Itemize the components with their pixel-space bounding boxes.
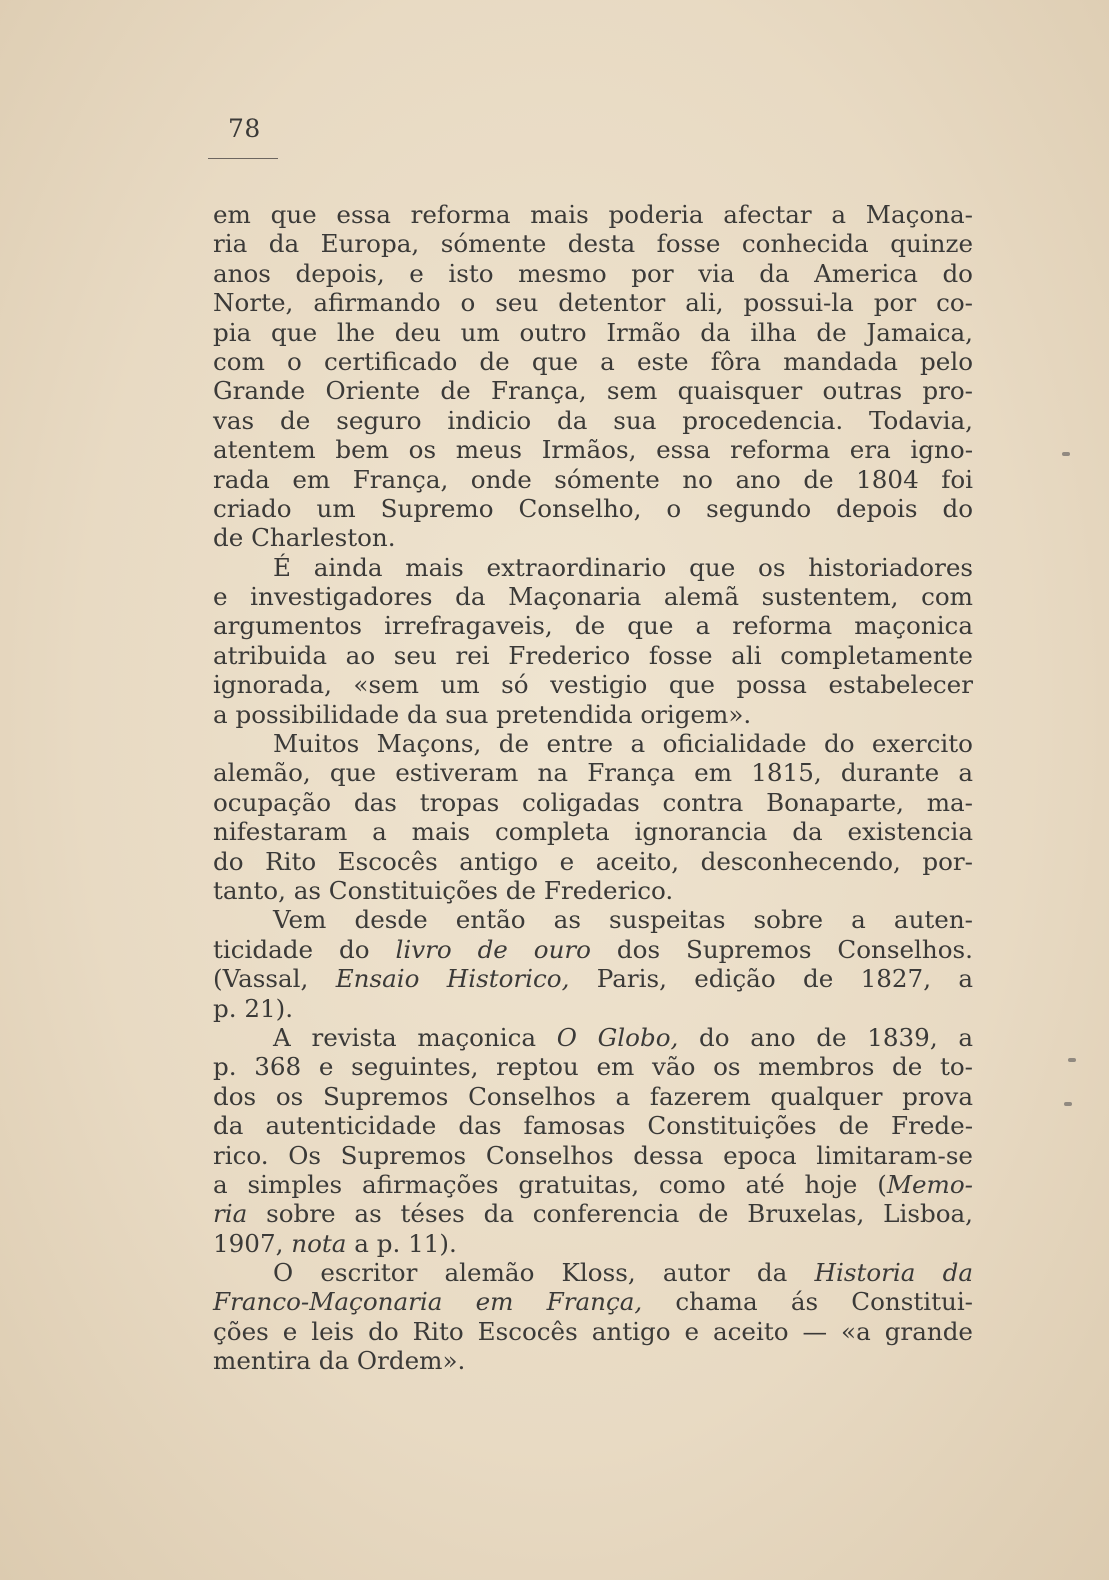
- text-line: Muitos Maçons, de entre a oficialidade do exercito: [273, 729, 973, 759]
- text-line: rico. Os Supremos Conselhos dessa epoca limitaram-se: [213, 1140, 973, 1170]
- page-number: 78: [228, 114, 261, 143]
- body-text: [213, 200, 973, 1376]
- text-line: (Vassal, Ensaio Historico, Paris, edição de 1827, a: [213, 964, 974, 994]
- text-line: ções e leis do Rito Escocês antigo e aceito — «a grande: [213, 1316, 973, 1346]
- margin-speck: [1064, 1102, 1072, 1106]
- text-line: e investigadores da Maçonaria alemã sustentem, com: [213, 582, 973, 612]
- text-line: do Rito Escocês antigo e aceito, desconhecendo, por-: [213, 846, 973, 876]
- text-line: de Charleston.: [213, 523, 396, 553]
- text-line: atribuida ao seu rei Frederico fosse ali completamente: [213, 640, 973, 670]
- text-line: ticidade do livro de ouro dos Supremos Conselhos.: [213, 934, 973, 964]
- text-line: É ainda mais extraordinario que os historiadores: [273, 552, 973, 582]
- text-line: mentira da Ordem».: [213, 1346, 466, 1376]
- text-line: ignorada, «sem um só vestigio que possa estabelecer: [213, 670, 973, 700]
- text-line: ocupação das tropas coligadas contra Bonaparte, ma-: [213, 787, 973, 817]
- paragraph: [213, 1258, 973, 1376]
- margin-speck: [1062, 452, 1070, 456]
- text-line: criado um Supremo Conselho, o segundo depois do: [213, 493, 973, 523]
- text-line: rada em França, onde sómente no ano de 1804 foi: [213, 464, 973, 494]
- text-line: a possibilidade da sua pretendida origem».: [213, 699, 752, 729]
- text-line: Vem desde então as suspeitas sobre a auten-: [273, 905, 973, 935]
- text-line: p. 368 e seguintes, reptou em vão os membros de to-: [213, 1052, 973, 1082]
- text-line: Norte, afirmando o seu detentor ali, possui-la por co-: [213, 288, 973, 318]
- text-line: dos os Supremos Conselhos a fazerem qualquer prova: [213, 1081, 973, 1111]
- text-line: ria sobre as téses da conferencia de Bruxelas, Lisboa,: [213, 1199, 973, 1229]
- paragraph: [213, 553, 973, 729]
- header-rule: [208, 158, 278, 159]
- text-line: em que essa reforma mais poderia afectar a Maçona-: [213, 200, 973, 229]
- text-line: p. 21).: [213, 993, 294, 1023]
- text-line: alemão, que estiveram na França em 1815, durante a: [213, 758, 973, 788]
- text-line: nifestaram a mais completa ignorancia da existencia: [213, 817, 973, 847]
- paragraph: [213, 200, 973, 553]
- text-line: a simples afirmações gratuitas, como até hoje (Memo-: [213, 1169, 973, 1199]
- text-line: O escritor alemão Kloss, autor da Historia da: [273, 1258, 973, 1288]
- paragraph: [213, 1023, 973, 1258]
- text-line: da autenticidade das famosas Constituições de Frede-: [213, 1111, 973, 1141]
- text-line: atentem bem os meus Irmãos, essa reforma era igno-: [213, 435, 973, 465]
- margin-speck: [1068, 1058, 1076, 1062]
- text-line: com o certificado de que a este fôra mandada pelo: [213, 346, 973, 376]
- text-line: Franco-Maçonaria em França, chama ás Constitui-: [213, 1287, 973, 1317]
- text-line: A revista maçonica O Globo, do ano de 1839, a: [273, 1022, 973, 1052]
- text-line: tanto, as Constituições de Frederico.: [213, 875, 674, 905]
- text-line: pia que lhe deu um outro Irmão da ilha de Jamaica,: [213, 317, 973, 347]
- text-line: vas de seguro indicio da sua procedencia. Todavia,: [213, 405, 973, 435]
- paragraph: [213, 729, 973, 905]
- paragraph: [213, 905, 973, 1023]
- text-line: anos depois, e isto mesmo por via da America do: [213, 258, 973, 288]
- text-line: Grande Oriente de França, sem quaisquer outras pro-: [213, 376, 973, 406]
- text-line: 1907, nota a p. 11).: [213, 1228, 457, 1258]
- text-line: argumentos irrefragaveis, de que a reforma maçonica: [213, 611, 973, 641]
- text-line: ria da Europa, sómente desta fosse conhecida quinze: [213, 229, 973, 259]
